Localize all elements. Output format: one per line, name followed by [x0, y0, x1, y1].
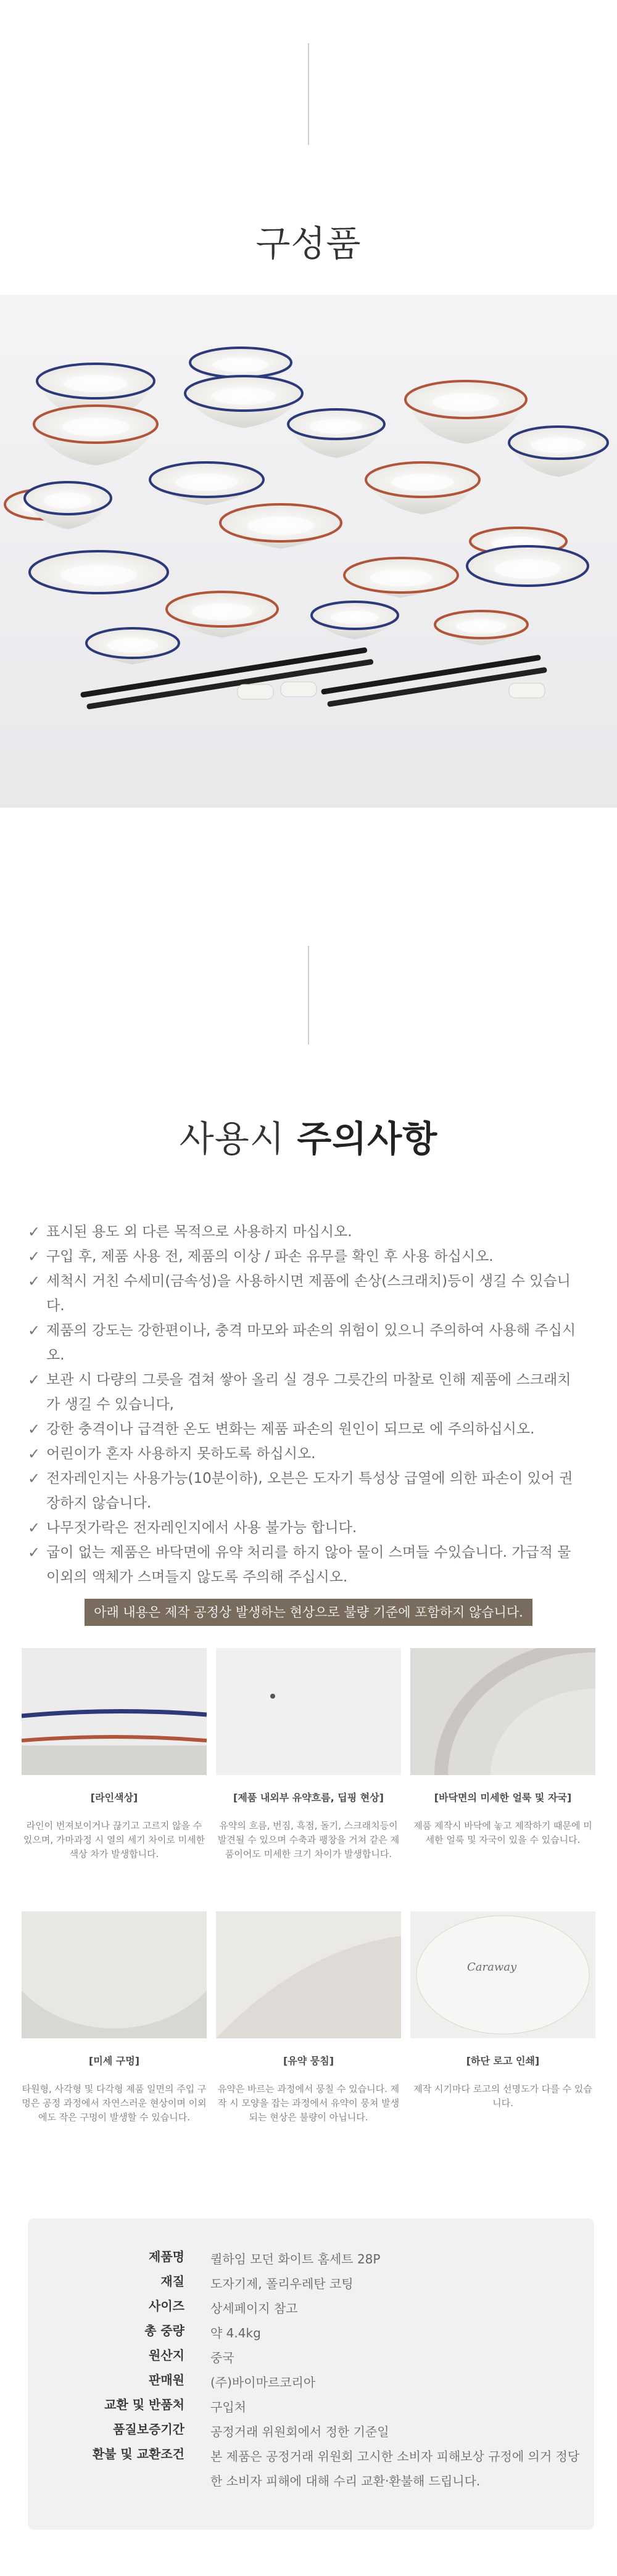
bowl-17: [167, 592, 278, 638]
check-icon: ✓: [28, 1322, 41, 1339]
defect-photo: [410, 1648, 595, 1775]
spec-row: [28, 2345, 594, 2370]
defect-photo: [410, 1911, 595, 2038]
defect-description: 타원형, 사각형 및 다각형 제품 일면의 주입 구멍은 공정 과정에서 자연스러운 현상이며 이외에도 작은 구멍이 발생할 수 있습니다.: [22, 2083, 207, 2123]
divider-line-top: [308, 43, 309, 145]
defect-card: [216, 1911, 401, 2125]
spec-value: 상세페이지 참고: [210, 2301, 298, 2316]
defect-caption: [미세 구멍]: [88, 2055, 140, 2067]
defect-photo: [22, 1911, 207, 2038]
defect-card: [410, 1911, 595, 2110]
caution-text: 세척시 거친 수세미(금속성)을 사용하시면 제품에 손상(스크래치)등이 생길 수 있습니다.: [46, 1273, 571, 1314]
caution-item: [28, 1516, 583, 1540]
composition-title: 구성품: [255, 223, 362, 265]
defect-card: [216, 1648, 401, 1861]
caution-text: 어린이가 혼자 사용하지 못하도록 하십시오.: [46, 1446, 316, 1462]
caution-list: [28, 1220, 583, 1589]
defect-description: 유약의 흐름, 번짐, 흑점, 돌기, 스크래치등이 발견될 수 있으며 수축과 팽창을 거쳐 같은 제품이어도 미세한 크기 차이가 발생합니다.: [217, 1820, 400, 1860]
divider-line-mid: [308, 946, 309, 1044]
spec-value: 본 제품은 공정거래 위원회 고시한 소비자 피해보상 규정에 의거 정당한 소비자 피해에 대해 수리 교환·환불해 드립니다.: [210, 2449, 580, 2488]
check-icon: ✓: [28, 1248, 41, 1265]
check-icon: ✓: [28, 1223, 41, 1241]
caution-text: 전자레인지는 사용가능(10분이하), 오븐은 도자기 특성상 급열에 의한 파손이 있어 권장하지 않습니다.: [46, 1471, 573, 1511]
defect-photo: [22, 1648, 207, 1775]
defect-card: [22, 1648, 207, 1861]
caution-item: [28, 1269, 583, 1318]
spec-key: 품질보증기간: [113, 2422, 184, 2437]
defect-caption: [유약 뭉침]: [283, 2055, 334, 2067]
caution-title: [0, 1110, 617, 1162]
bottom-logo: Caraway: [467, 1961, 517, 1974]
bowl-9: [25, 482, 111, 529]
caution-item: [28, 1466, 583, 1516]
defect-description: 라인이 번져보이거나 끊기고 고르지 않을 수 있으며, 가마과정 시 열의 세기 차이로 미세한 색상 차가 발생합니다.: [23, 1820, 205, 1860]
bowl-7: [509, 427, 608, 477]
bowl-16: [344, 558, 458, 597]
bowl-12: [220, 504, 341, 549]
check-icon: ✓: [28, 1371, 41, 1388]
caution-text: 표시된 용도 외 다른 목적으로 사용하지 마십시오.: [46, 1224, 352, 1240]
check-icon: ✓: [28, 1421, 41, 1438]
caution-text: 보관 시 다량의 그릇을 겹쳐 쌓아 올리 실 경우 그릇간의 마찰로 인해 제품에 스크래치가 생길 수 있습니다,: [46, 1372, 571, 1413]
bowl-13: [30, 551, 168, 593]
bowl-11: [366, 462, 479, 514]
bowl-18: [312, 602, 398, 639]
spec-value: (주)바이마르코리아: [210, 2375, 316, 2390]
spec-row: [28, 2395, 594, 2419]
defect-photo: [216, 1648, 401, 1775]
spec-value: 공정거래 위원회에서 정한 기준일: [210, 2424, 389, 2439]
caution-text: 제품의 강도는 강한편이나, 충격 마모와 파손의 위험이 있으니 주의하여 사용해 주십시오.: [46, 1323, 576, 1363]
caution-text: 구입 후, 제품 사용 전, 제품의 이상 / 파손 유무를 확인 후 사용 하십시오.: [46, 1249, 494, 1265]
bowl-6: [34, 406, 157, 466]
spec-key: 재질: [160, 2274, 184, 2289]
spec-row: [28, 2444, 594, 2493]
spec-value: 중국: [210, 2350, 234, 2365]
check-icon: ✓: [28, 1470, 41, 1487]
defect-caption: [라인색상]: [90, 1792, 138, 1803]
caution-item: [28, 1540, 583, 1589]
product-photo: [0, 295, 617, 808]
spec-key: 제품명: [149, 2249, 184, 2264]
bowl-10: [150, 462, 263, 505]
spec-key: 총 중량: [144, 2323, 184, 2338]
spec-key: 교환 및 반품처: [104, 2397, 184, 2412]
caution-text: 나무젓가락은 전자레인지에서 사용 불가능 합니다.: [46, 1520, 357, 1536]
check-icon: ✓: [28, 1544, 41, 1561]
spec-key: 사이즈: [149, 2299, 184, 2313]
caution-text: 굽이 없는 제품은 바닥면에 유약 처리를 하지 않아 물이 스며들 수있습니다. 가급적 물 이외의 액체가 스며들지 않도록 주의해 주십시오.: [46, 1544, 571, 1585]
spec-value: 약 4.4kg: [210, 2326, 261, 2340]
caution-title-bold: 주의사항: [297, 1118, 438, 1160]
check-icon: ✓: [28, 1273, 41, 1290]
bowl-20: [86, 628, 179, 665]
caution-item: [28, 1417, 583, 1442]
caution-title-light: 사용시: [179, 1118, 285, 1160]
check-icon: ✓: [28, 1445, 41, 1462]
spec-key: 판매원: [149, 2373, 184, 2387]
defect-caption: [하단 로고 인쇄]: [466, 2055, 540, 2067]
spec-key: 원산지: [149, 2348, 184, 2363]
spec-row: [28, 2247, 594, 2271]
caution-text: 강한 충격이나 급격한 온도 변화는 제품 파손의 원인이 되므로 에 주의하십시오.: [46, 1421, 535, 1437]
bowl-3: [185, 376, 302, 428]
spec-row: [28, 2321, 594, 2345]
bowl-19: [435, 611, 528, 646]
bowl-5: [288, 409, 384, 458]
defect-caption: [바닥면의 미세한 얼룩 및 자국]: [434, 1792, 572, 1803]
spec-table: [28, 2218, 594, 2530]
defect-photo: [216, 1911, 401, 2038]
caution-item: [28, 1244, 583, 1269]
spec-row: [28, 2296, 594, 2321]
bowl-15: [467, 546, 588, 586]
defect-description: 제작 시기마다 로고의 선명도가 다를 수 있습니다.: [413, 2083, 592, 2109]
bowl-4: [405, 381, 526, 444]
spec-value: 구입처: [210, 2400, 246, 2414]
notice-bar: 아래 내용은 제작 공정상 발생하는 현상으로 불량 기준에 포함하지 않습니다.: [85, 1599, 532, 1626]
defect-card: [410, 1648, 595, 1847]
spec-row: [28, 2271, 594, 2296]
caution-item: [28, 1368, 583, 1417]
spec-value: 도자기제, 폴리우레탄 코팅: [210, 2276, 354, 2291]
defect-description: 유약은 바르는 과정에서 뭉칠 수 있습니다. 제작 시 모양을 잡는 과정에서 유약이 뭉쳐 발생되는 현상은 불량이 아닙니다.: [217, 2083, 400, 2123]
caution-item: [28, 1220, 583, 1244]
defect-caption: [제품 내외부 유약흐름, 딥핑 현상]: [233, 1792, 384, 1803]
defect-card: [22, 1911, 207, 2125]
spec-value: 퀼하임 모던 화이트 홈세트 28P: [210, 2252, 381, 2266]
defect-description: 제품 제작시 바닥에 놓고 제작하기 때문에 미세한 얼룩 및 자국이 있을 수 있습니다.: [413, 1820, 592, 1845]
caution-item: [28, 1318, 583, 1368]
caution-item: [28, 1442, 583, 1466]
spec-key: 환불 및 교환조건: [92, 2447, 184, 2461]
check-icon: ✓: [28, 1519, 41, 1536]
spec-row: [28, 2370, 594, 2395]
spec-row: [28, 2419, 594, 2444]
